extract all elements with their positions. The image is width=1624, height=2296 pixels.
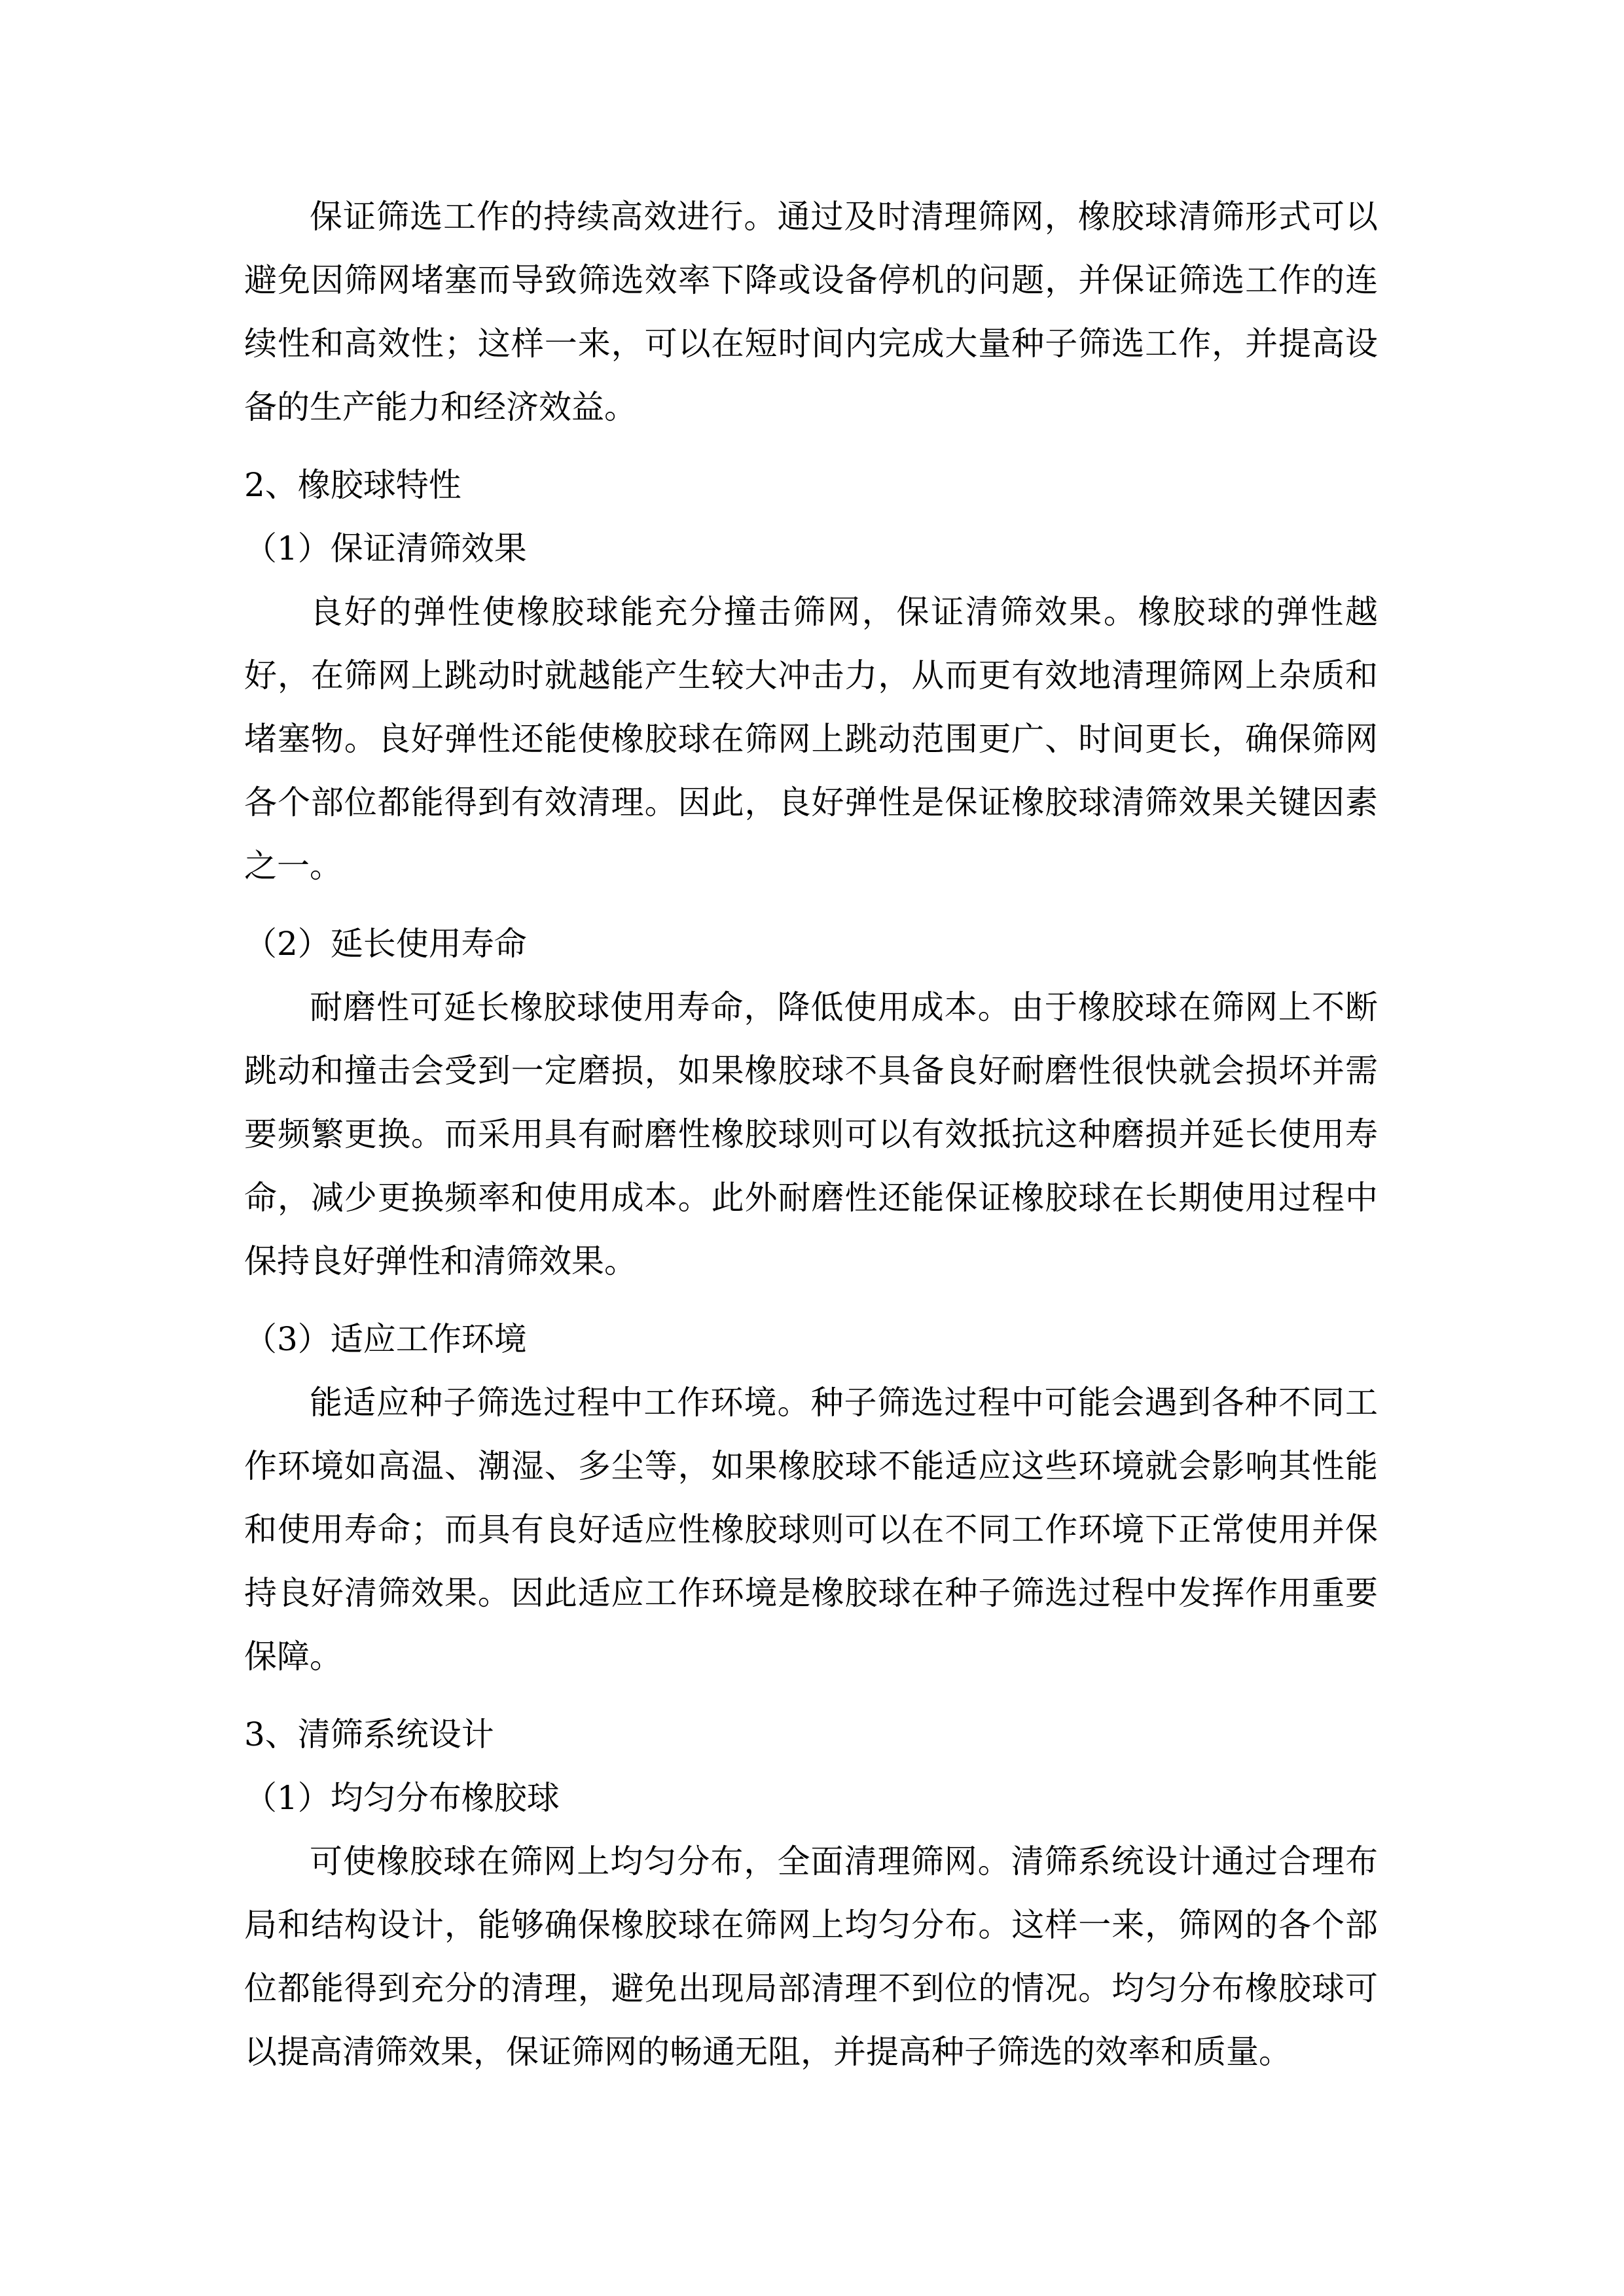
document-text-body bbox=[244, 185, 1378, 2084]
body-paragraph: 可使橡胶球在筛网上均匀分布，全面清理筛网。清筛系统设计通过合理布局和结构设计，能够确保橡胶球在筛网上均匀分布。这样一来，筛网的各个部位都能得到充分的清理，避免出现局部清理不到位的情况。均匀分布橡胶球可以提高清筛效果，保证筛网的畅通无阻，并提高种子筛选的效率和质量。 bbox=[244, 1842, 1378, 2071]
body-paragraph: 能适应种子筛选过程中工作环境。种子筛选过程中可能会遇到各种不同工作环境如高温、潮湿、多尘等，如果橡胶球不能适应这些环境就会影响其性能和使用寿命；而具有良好适应性橡胶球则可以在不同工作环境下正常使用并保持良好清筛效果。因此适应工作环境是橡胶球在种子筛选过程中发挥作用重要保障。 bbox=[244, 1384, 1378, 1676]
numbered-heading: 3、清筛系统设计 bbox=[244, 1715, 494, 1753]
body-paragraph: 良好的弹性使橡胶球能充分撞击筛网，保证清筛效果。橡胶球的弹性越好，在筛网上跳动时就越能产生较大冲击力，从而更有效地清理筛网上杂质和堵塞物。良好弹性还能使橡胶球在筛网上跳动范围更广、时间更长，确保筛网各个部位都能得到有效清理。因此，良好弹性是保证橡胶球清筛效果关键因素之一。 bbox=[244, 593, 1378, 885]
sub-heading: （1）保证清筛效果 bbox=[244, 529, 527, 567]
numbered-heading: 2、橡胶球特性 bbox=[244, 466, 461, 504]
sub-heading: （1）均匀分布橡胶球 bbox=[244, 1779, 560, 1817]
sub-heading: （2）延长使用寿命 bbox=[244, 925, 527, 963]
body-paragraph: 保证筛选工作的持续高效进行。通过及时清理筛网，橡胶球清筛形式可以避免因筛网堵塞而导致筛选效率下降或设备停机的问题，并保证筛选工作的连续性和高效性；这样一来，可以在短时间内完成大量种子筛选工作，并提高设备的生产能力和经济效益。 bbox=[244, 198, 1378, 426]
sub-heading: （3）适应工作环境 bbox=[244, 1320, 527, 1358]
body-paragraph: 耐磨性可延长橡胶球使用寿命，降低使用成本。由于橡胶球在筛网上不断跳动和撞击会受到一定磨损，如果橡胶球不具备良好耐磨性很快就会损坏并需要频繁更换。而采用具有耐磨性橡胶球则可以有效抵抗这种磨损并延长使用寿命，减少更换频率和使用成本。此外耐磨性还能保证橡胶球在长期使用过程中保持良好弹性和清筛效果。 bbox=[244, 988, 1378, 1280]
